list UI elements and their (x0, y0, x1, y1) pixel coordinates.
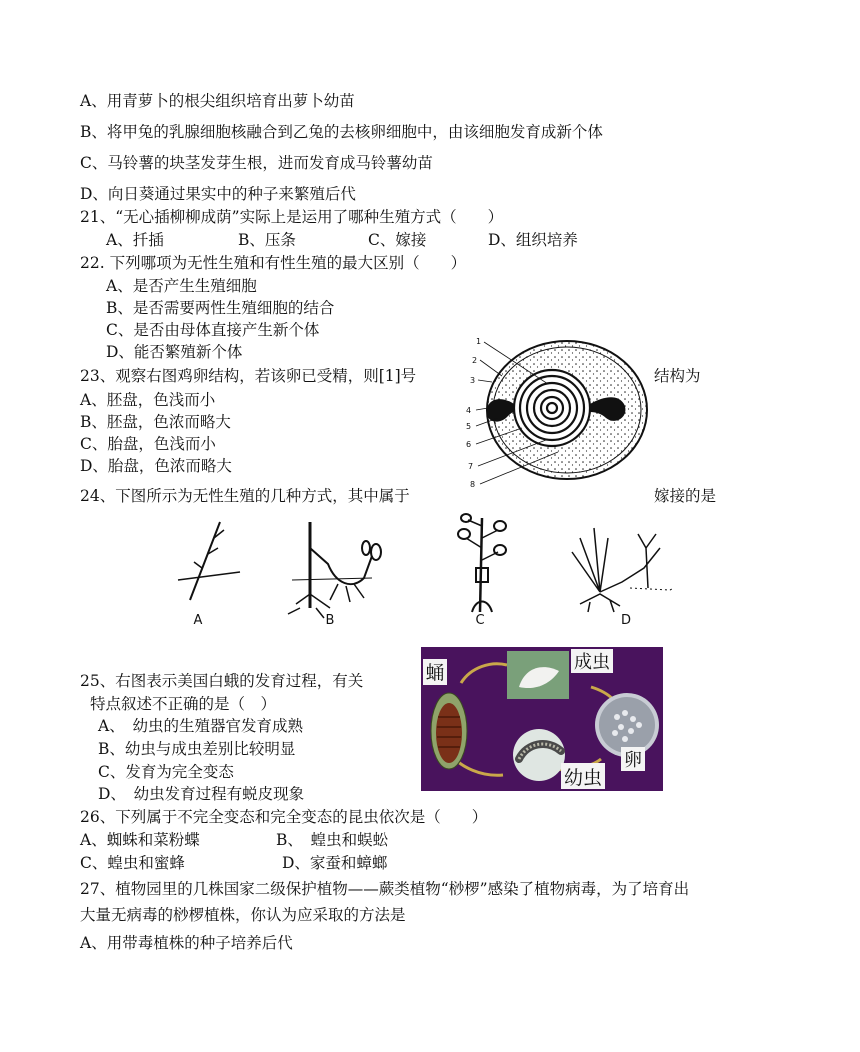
q26-option-a: A、蜘蛛和菜粉蝶 (80, 831, 200, 849)
q26-option-b: B、 蝗虫和蜈蚣 (276, 831, 389, 849)
propagation-methods-figure (160, 508, 682, 636)
q23-option-a: A、胚盘，色浅而小 (80, 391, 216, 409)
q24-stem-left: 24、下图所示为无性生殖的几种方式，其中属于 (80, 487, 410, 505)
moth-lifecycle-figure (421, 647, 663, 791)
q21-option-a: A、扦插 (106, 231, 164, 249)
q23-stem-left: 23、观察右图鸡卵结构，若该卵已受精，则[1]号 (80, 367, 417, 385)
q20-option-b: B、将甲兔的乳腺细胞核融合到乙兔的去核卵细胞中，由该细胞发育成新个体 (80, 123, 603, 141)
egg-label-3: 3 (470, 376, 476, 385)
egg-label-7: 7 (468, 462, 474, 471)
q23-option-b: B、胚盘，色浓而略大 (80, 413, 231, 431)
q22-option-d: D、能否繁殖新个体 (106, 343, 243, 361)
q26-stem: 26、下列属于不完全变态和完全变态的昆虫依次是（ ） (80, 808, 488, 826)
q25-stem-line2: 特点叙述不正确的是（ ） (90, 695, 277, 713)
q24-stem-right: 嫁接的是 (654, 487, 717, 505)
lifecycle-label-adult: 成虫 (574, 652, 610, 673)
q20-option-c: C、马铃薯的块茎发芽生根，进而发育成马铃薯幼苗 (80, 154, 433, 172)
q22-option-a: A、是否产生生殖细胞 (106, 277, 257, 295)
q21-stem: 21、“无心插柳柳成荫”实际上是运用了哪种生殖方式（ ） (80, 208, 504, 226)
propagation-label-a: A (193, 613, 203, 628)
egg-label-2: 2 (472, 356, 478, 365)
lifecycle-label-egg: 卵 (624, 750, 642, 771)
q26-option-d: D、家蚕和蟑螂 (282, 854, 388, 872)
q22-stem: 22. 下列哪项为无性生殖和有性生殖的最大区别（ ） (80, 254, 467, 272)
egg-label-5: 5 (466, 422, 472, 431)
egg-label-1: 1 (476, 337, 482, 346)
propagation-label-b: B (325, 613, 335, 628)
q20-option-d: D、向日葵通过果实中的种子来繁殖后代 (80, 185, 356, 203)
q21-option-d: D、组织培养 (488, 231, 578, 249)
q23-option-d: D、胎盘，色浓而略大 (80, 457, 232, 475)
egg-label-4: 4 (466, 406, 472, 415)
q25-stem-line1: 25、右图表示美国白蛾的发育过程，有关 (80, 672, 364, 690)
egg-label-6: 6 (466, 440, 472, 449)
q25-option-b: B、幼虫与成虫差别比较明显 (98, 740, 296, 758)
egg-label-8: 8 (470, 480, 476, 489)
q21-option-b: B、压条 (238, 231, 296, 249)
q23-option-c: C、胎盘，色浅而小 (80, 435, 216, 453)
lifecycle-label-pupa: 蛹 (425, 662, 445, 684)
q27-option-a: A、用带毒植株的种子培养后代 (80, 934, 293, 952)
q26-option-c: C、蝗虫和蜜蜂 (80, 854, 185, 872)
q25-option-c: C、发育为完全变态 (98, 763, 234, 781)
lifecycle-label-larva: 幼虫 (563, 767, 603, 789)
propagation-label-d: D (620, 613, 632, 628)
propagation-label-c: C (475, 613, 485, 628)
q27-stem-line1: 27、植物园里的几株国家二级保护植物——蕨类植物“桫椤”感染了植物病毒，为了培育出 (80, 880, 690, 898)
egg-structure-figure (462, 334, 652, 492)
q25-option-d: D、 幼虫发育过程有蜕皮现象 (98, 785, 305, 803)
q22-option-c: C、是否由母体直接产生新个体 (106, 321, 320, 339)
q21-option-c: C、嫁接 (368, 231, 427, 249)
q27-stem-line2: 大量无病毒的桫椤植株，你认为应采取的方法是 (80, 906, 406, 924)
q23-stem-right: 结构为 (654, 367, 701, 385)
q22-option-b: B、是否需要两性生殖细胞的结合 (106, 299, 335, 317)
q20-option-a: A、用青萝卜的根尖组织培育出萝卜幼苗 (80, 92, 355, 110)
q25-option-a: A、 幼虫的生殖器官发育成熟 (98, 717, 303, 735)
